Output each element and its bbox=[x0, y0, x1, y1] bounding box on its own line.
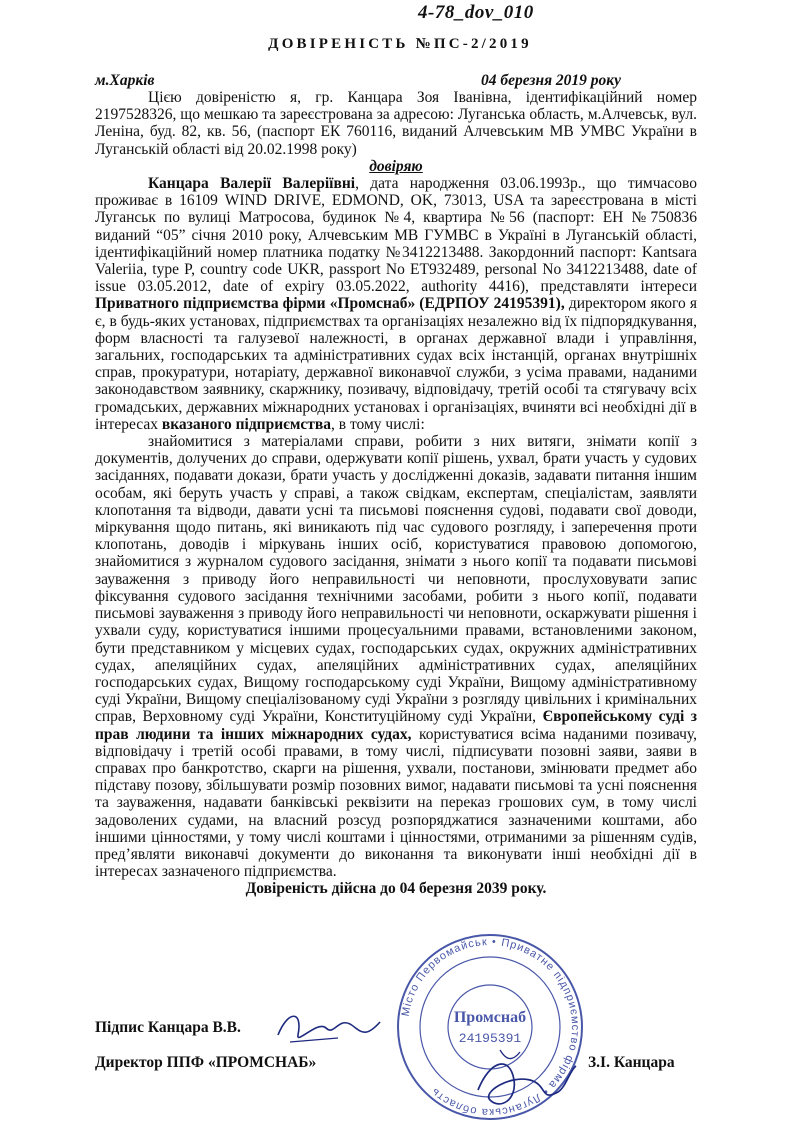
document-date: 04 березня 2019 року bbox=[481, 72, 622, 89]
signature-line-attorney: Підпис Канцара В.В. bbox=[95, 1019, 241, 1036]
seal-company-name: Промснаб bbox=[453, 1009, 527, 1026]
city: м.Харків bbox=[95, 72, 155, 89]
echr-reference: Європейському суді з прав людини та інших міжнародних судах, bbox=[95, 708, 697, 743]
company-name: Приватного підприємства фірми «Промснаб» (ЕДРПОУ 24195391), bbox=[95, 295, 565, 313]
intro-paragraph: Цією довіреністю я, гр. Канцара Зоя Іванівна, ідентифікаційний номер 2197528326, що мешкаю та зареєстрована за адресою: Луганська область, м.Алчевськ, вул. Леніна, буд. 82, кв. 56, (паспорт ЕК 760116, виданий Алчевським МВ УМВС України в Луганській області від 20.02.1998 року) bbox=[95, 89, 697, 158]
company-reference: вказаного підприємства bbox=[161, 415, 332, 433]
rights-part2: користуватися всіма наданими позивачу, відповідачу і третій особі правами, в тому числі, підписувати позовні заяви, заяви в справах про банкротство, скарги на рішення, ухвали, постанови, змінювати предмет або підставу позову, збільшувати розмір позовних вимог, надавати письмові та усні пояснення та зауваження, надавати банківські реквізити на переказ грошових сум, в тому числі задоволених судами, на власний розсуд розпоряджатися зазначеними коштами, або іншими цінностями, у тому числі коштами і цінностями, отриманими за рішенням судів, пред’являти виконавчі документи до виконання та виконувати інші необхідні дії в інтересах зазначеного підприємства. bbox=[95, 725, 697, 881]
validity-statement: Довіреність дійсна до 04 березня 2039 року. bbox=[245, 880, 547, 898]
document-id: 4-78_dov_010 bbox=[418, 2, 534, 23]
rights-paragraph bbox=[95, 433, 697, 880]
signature-line-director: Директор ППФ «ПРОМСНАБ» bbox=[95, 1054, 317, 1071]
document-title: ДОВІРЕНІСТЬ №ПС-2/2019 bbox=[268, 36, 532, 52]
attorney-details: , дата народження 03.06.1993р., що тимчасово проживає в 16109 WIND DRIVE, EDMOND, OK, 73013, USA та зареєстрована в місті Луганськ по вулиці Матросова, будинок №4, квартира №56 (паспорт: ЕН №750836 виданий “05” січня 2010 року, Алчевським МВ ГУМВС в Україні в Луганській області, ідентифікаційний номер платника податку №3412213488. Закордонний паспорт: Kantsara Valeriia, type P, country code UKR, passport No ET932489, personal No 3412213488, date of issue 03.05.2012, date of expiry 03.05.2022, authority 4416), представляти інтереси bbox=[95, 175, 697, 296]
rights-part1: знайомитися з матеріалами справи, робити з них витяги, знімати копії з документів, долучених до справи, одержувати копії рішень, ухвал, брати участь у судових засіданнях, подавати докази, брати участь у дослідженні доказів, задавати питання іншим особам, які беруть участь у справі, а також свідкам, експертам, спеціалістам, заявляти клопотання та відводи, давати усні та письмові пояснення судові, подавати свої доводи, міркування щодо питань, які виникають під час судового розгляду, і заперечення проти клопотань, доводів і міркувань інших осіб, користуватися правовою допомогою, знайомитися з журналом судового засідання, знімати з нього копії та подавати письмові зауваження з приводу його неправильності чи неповноти, прослуховувати запис фіксування судового засідання технічними засобами, робити з нього копії, подавати письмові зауваження з приводу його неправильності чи неповноти, оскаржувати рішення і ухвали суду, користуватися іншими процесуальними правами, встановленими законом, бути представником у місцевих судах, господарських судах, окружних адміністративних судах, апеляційних судах, апеляційних адміністративних судах, апеляційних господарських судах, Вищому господарському суді України, Вищому адміністративному суді України, Вищому спеціалізованому суді України з розгляду цивільних і кримінальних справ, Верховному суді України, Конституційному суді України, bbox=[95, 433, 697, 726]
director-name: З.І. Канцара bbox=[588, 1054, 675, 1071]
powers-tail: , в тому числі: bbox=[331, 415, 425, 433]
attorney-name: Канцара Валерії Валеріївні bbox=[148, 175, 356, 193]
signature-scrawl-attorney bbox=[268, 1000, 388, 1060]
grant-word: довіряю bbox=[369, 157, 423, 175]
document-body bbox=[95, 89, 697, 898]
principal-paragraph bbox=[95, 175, 697, 433]
powers-text: директором якого я є, в будь-яких установах, підприємствах та організаціях незалежно від їх підпорядкування, форм власності та галузевої належності, в органах державної влади і управління, загальних, господарських та адміністративних судах всіх інстанцій, органах внутрішніх справ, прокуратури, нотаріату, державної виконавчої служби, з усіма правами, наданими законодавством заявнику, скаржнику, позивачу, відповідачу, третій особі та стягувачу всіх громадських, державних міжнародних установах і організаціях, вчиняти всі необхідні дії в інтересах bbox=[95, 295, 697, 433]
signature-scrawl-director bbox=[470, 1040, 580, 1120]
seal-company-code: 24195391 bbox=[458, 1031, 522, 1046]
seal-ring-text: Місто Первомайськ • Приватне підприємство фірма • Луганська область bbox=[399, 935, 582, 1119]
